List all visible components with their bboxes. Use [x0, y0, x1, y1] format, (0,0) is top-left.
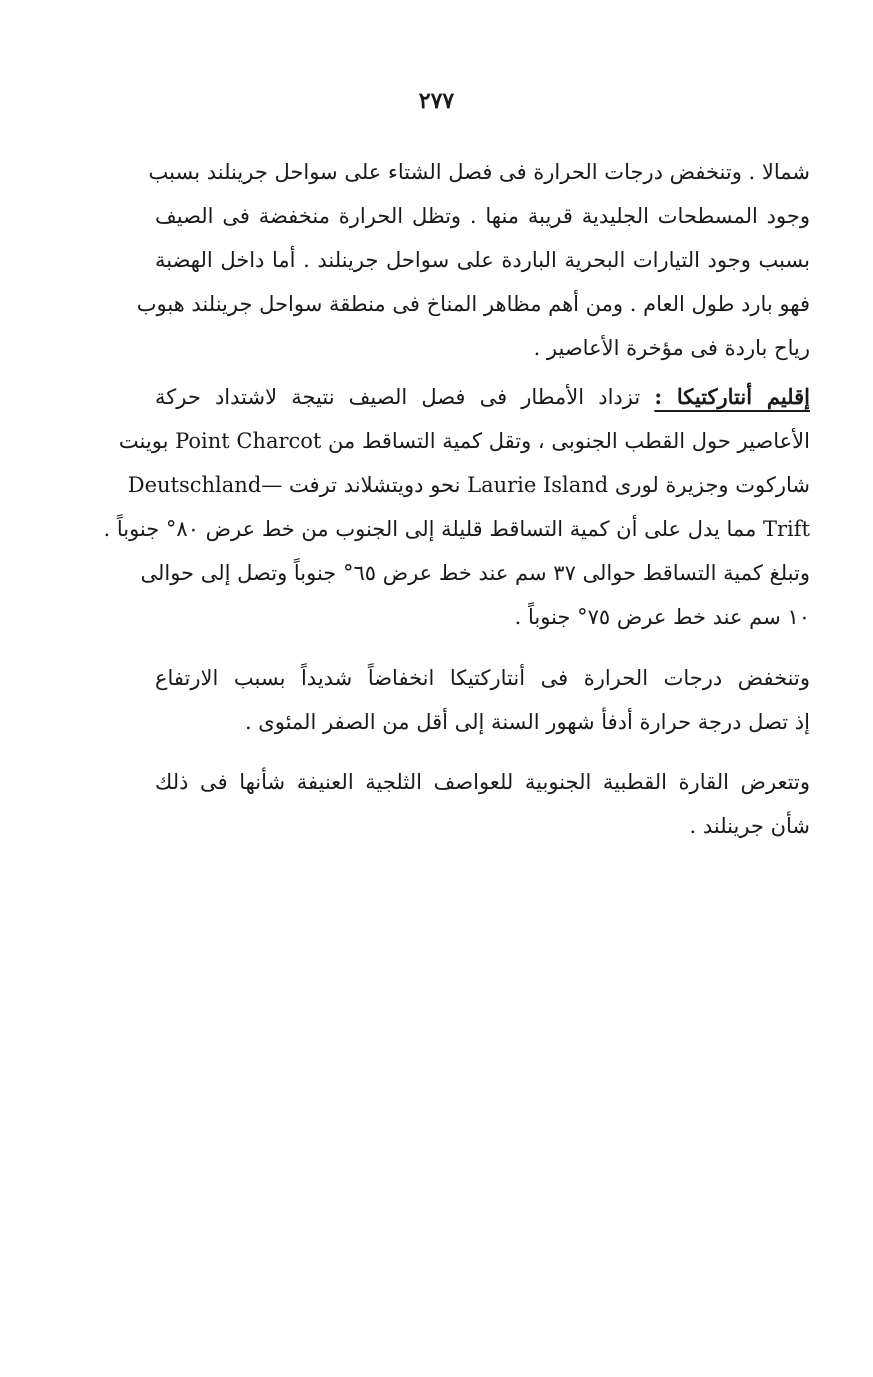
text-line: فهو بارد طول العام . ومن أهم مظاهر المناخ فى منطقة سواحل جرينلند هبوب — [136, 292, 810, 316]
text-line: وتتعرض القارة القطبية الجنوبية للعواصف الثلجية العنيفة شأنها فى ذلك — [155, 770, 810, 794]
text-line: ١٠ سم عند خط عرض ٧٥° جنوباً . — [514, 605, 810, 629]
paragraph-antarctica — [103, 375, 810, 639]
text-line: الأعاصير حول القطب الجنوبى ، وتقل كمية التساقط من Point Charcot بوينت — [118, 429, 810, 453]
text-line: تزداد الأمطار فى فصل الصيف نتيجة لاشتداد حركة — [155, 385, 641, 409]
text-line: إذ تصل درجة حرارة أدفأ شهور السنة إلى أقل من الصفر المئوى . — [244, 710, 810, 734]
text-line: شأن جرينلند . — [689, 814, 810, 838]
text-line: شاركوت وجزيرة لورى Laurie Island نحو دويتشلاند ترفت —Deutschland — [127, 473, 810, 497]
text-line: وتبلغ كمية التساقط حوالى ٣٧ سم عند خط عرض ٦٥° جنوباً وتصل إلى حوالى — [140, 561, 810, 585]
text-line-with-heading — [155, 375, 810, 419]
text-line: رياح باردة فى مؤخرة الأعاصير . — [533, 336, 810, 360]
paragraph-antarctic-temperature — [155, 656, 810, 744]
text-line: شمالا . وتنخفض درجات الحرارة فى فصل الشتاء على سواحل جرينلند بسبب — [148, 160, 810, 184]
paragraph-antarctic-storms — [155, 760, 810, 848]
text-line: بسبب وجود التيارات البحرية الباردة على سواحل جرينلند . أما داخل الهضبة — [155, 248, 810, 272]
text-line: وتنخفض درجات الحرارة فى أنتاركتيكا انخفاضاً شديداً بسبب الارتفاع — [155, 666, 810, 690]
section-heading: إقليم أنتاركتيكا : — [654, 384, 810, 409]
paragraph-greenland — [136, 150, 810, 370]
text-line: وجود المسطحات الجليدية قريبة منها . وتظل الحرارة منخفضة فى الصيف — [155, 204, 810, 228]
page-number: ٢٧٧ — [418, 88, 455, 114]
text-line: Trift مما يدل على أن كمية التساقط قليلة إلى الجنوب من خط عرض ٨٠° جنوباً . — [103, 517, 810, 541]
